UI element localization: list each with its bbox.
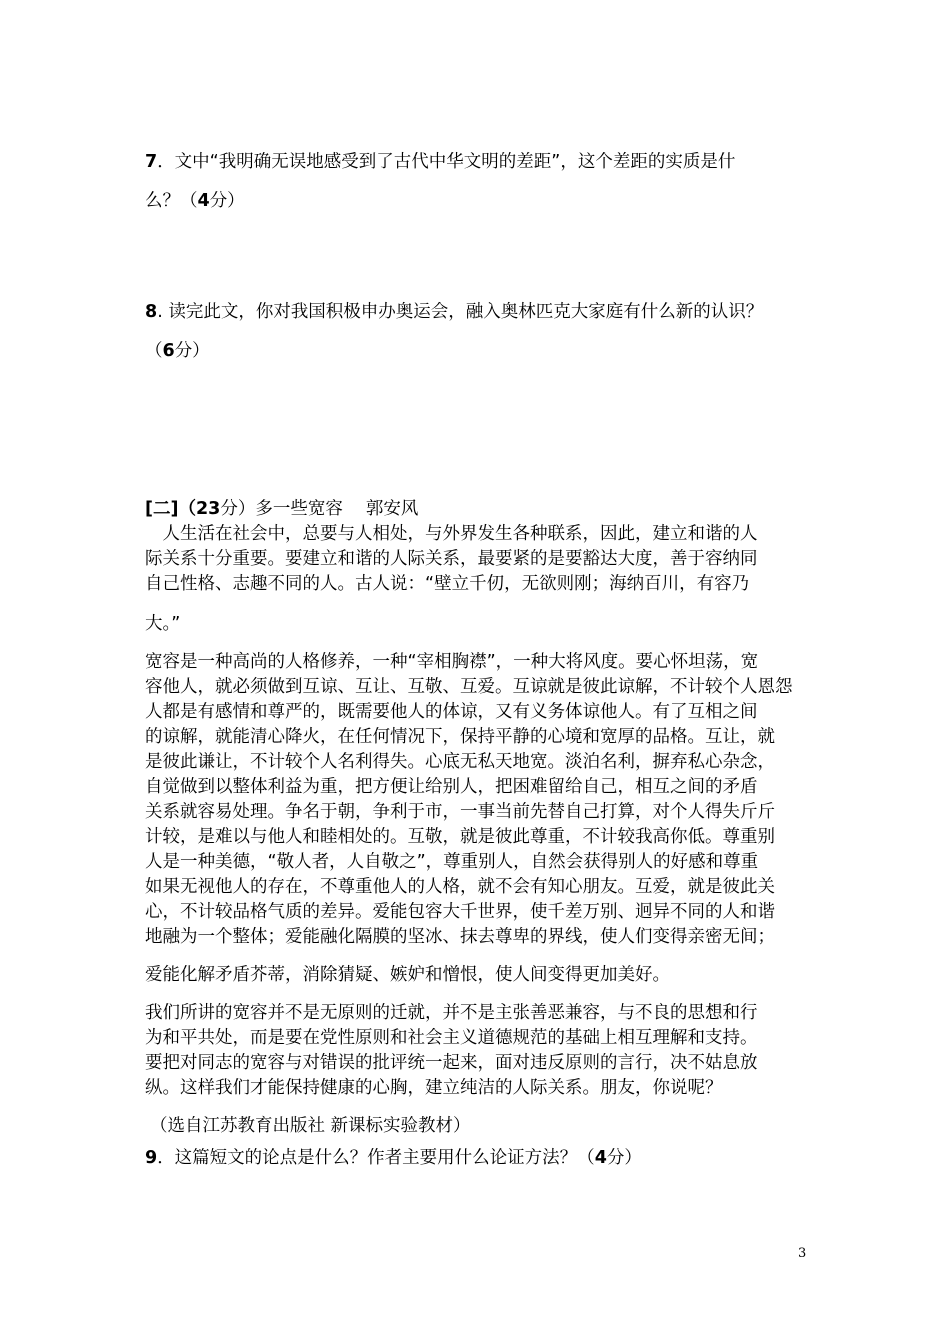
paragraph-3-line: 爱能化解矛盾芥蒂，消除猜疑、嫉妒和憎恨，使人间变得更加美好。	[145, 965, 670, 985]
paragraph-4-line: 为和平共处，而是要在党性原则和社会主义道德规范的基础上相互理解和支持。	[145, 1028, 758, 1048]
score-value: 23	[196, 499, 221, 519]
question-text: 分）	[209, 191, 245, 211]
score-value: 4	[197, 191, 210, 211]
paragraph-2-line: 人是一种美德，“敬人者，人自敬之”，尊重别人，自然会获得别人的好感和尊重	[145, 852, 759, 872]
score-value: 6	[162, 341, 175, 361]
question-text: . 读完此文，你对我国积极申办奥运会，融入奥林匹克大家庭有什么新的认识？	[157, 302, 764, 322]
section-label: [二]（	[145, 499, 196, 519]
question-8-line-1	[145, 300, 763, 324]
paragraph-1-line: 际关系十分重要。要建立和谐的人际关系，最要紧的是要豁达大度，善于容纳同	[145, 549, 758, 569]
question-text: （	[145, 341, 163, 361]
page-number: 3	[798, 1246, 807, 1261]
paragraph-2-line: 自觉做到以整体利益为重，把方便让给别人，把困难留给自己，相互之间的矛盾	[145, 777, 758, 797]
question-7-line-2	[145, 189, 245, 213]
question-7-line-1	[145, 150, 735, 174]
question-text: ．这篇短文的论点是什么？作者主要用什么论证方法？（	[157, 1148, 595, 1168]
paragraph-2-line: 容他人，就必须做到互谅、互让、互敬、互爱。互谅就是彼此谅解，不计较个人恩怨	[145, 677, 793, 697]
source-citation: （选自江苏教育出版社 新课标实验教材）	[150, 1116, 471, 1136]
paragraph-2-line: 的谅解，就能清心降火，在任何情况下，保持平静的心境和宽厚的品格。互让，就	[145, 727, 775, 747]
paragraph-4-line: 我们所讲的宽容并不是无原则的迁就，并不是主张善恶兼容，与不良的思想和行	[145, 1003, 758, 1023]
paragraph-2-line: 宽容是一种高尚的人格修养，一种“宰相胸襟”，一种大将风度。要心怀坦荡，宽	[145, 652, 759, 672]
question-text: 分）	[174, 341, 210, 361]
paragraph-1-line: 人生活在社会中，总要与人相处，与外界发生各种联系，因此，建立和谐的人	[145, 524, 758, 544]
paragraph-2-line: 地融为一个整体；爱能融化隔膜的坚冰、抹去尊卑的界线，使人们变得亲密无间；	[145, 927, 775, 947]
question-text: ．文中“我明确无误地感受到了古代中华文明的差距”，这个差距的实质是什	[157, 152, 736, 172]
score-value: 4	[594, 1148, 607, 1168]
paragraph-2-line: 是彼此谦让，不计较个人名利得失。心底无私天地宽。淡泊名利，摒弃私心杂念，	[145, 752, 775, 772]
paragraph-4-line: 纵。这样我们才能保持健康的心胸，建立纯洁的人际关系。朋友，你说呢？	[145, 1078, 723, 1098]
section-title: 分）多一些宽容 郭安风	[220, 499, 419, 519]
section-2-header	[145, 497, 418, 521]
paragraph-2-line: 关系就容易处理。争名于朝，争利于市，一事当前先替自己打算，对个人得失斤斤	[145, 802, 775, 822]
question-number: 8	[145, 302, 158, 322]
question-9-line	[145, 1146, 642, 1170]
paragraph-4-line: 要把对同志的宽容与对错误的批评统一起来，面对违反原则的言行，决不姑息放	[145, 1053, 758, 1073]
paragraph-2-line: 心，不计较品格气质的差异。爱能包容大千世界，使千差万别、迥异不同的人和谐	[145, 902, 775, 922]
question-number: 9	[145, 1148, 158, 1168]
question-text: 么？（	[145, 191, 198, 211]
paragraph-2-line: 人都是有感情和尊严的，既需要他人的体谅，又有义务体谅他人。有了互相之间	[145, 702, 758, 722]
paragraph-1-line: 自己性格、志趣不同的人。古人说：“壁立千仞，无欲则刚；海纳百川，有容乃	[145, 574, 750, 594]
question-8-line-2	[145, 339, 210, 363]
question-text: 分）	[606, 1148, 642, 1168]
paragraph-2-line: 计较，是难以与他人和睦相处的。互敬，就是彼此尊重，不计较我高你低。尊重别	[145, 827, 775, 847]
paragraph-1-line: 大。”	[145, 614, 181, 634]
paragraph-2-line: 如果无视他人的存在，不尊重他人的人格，就不会有知心朋友。互爱，就是彼此关	[145, 877, 775, 897]
question-number: 7	[145, 152, 158, 172]
